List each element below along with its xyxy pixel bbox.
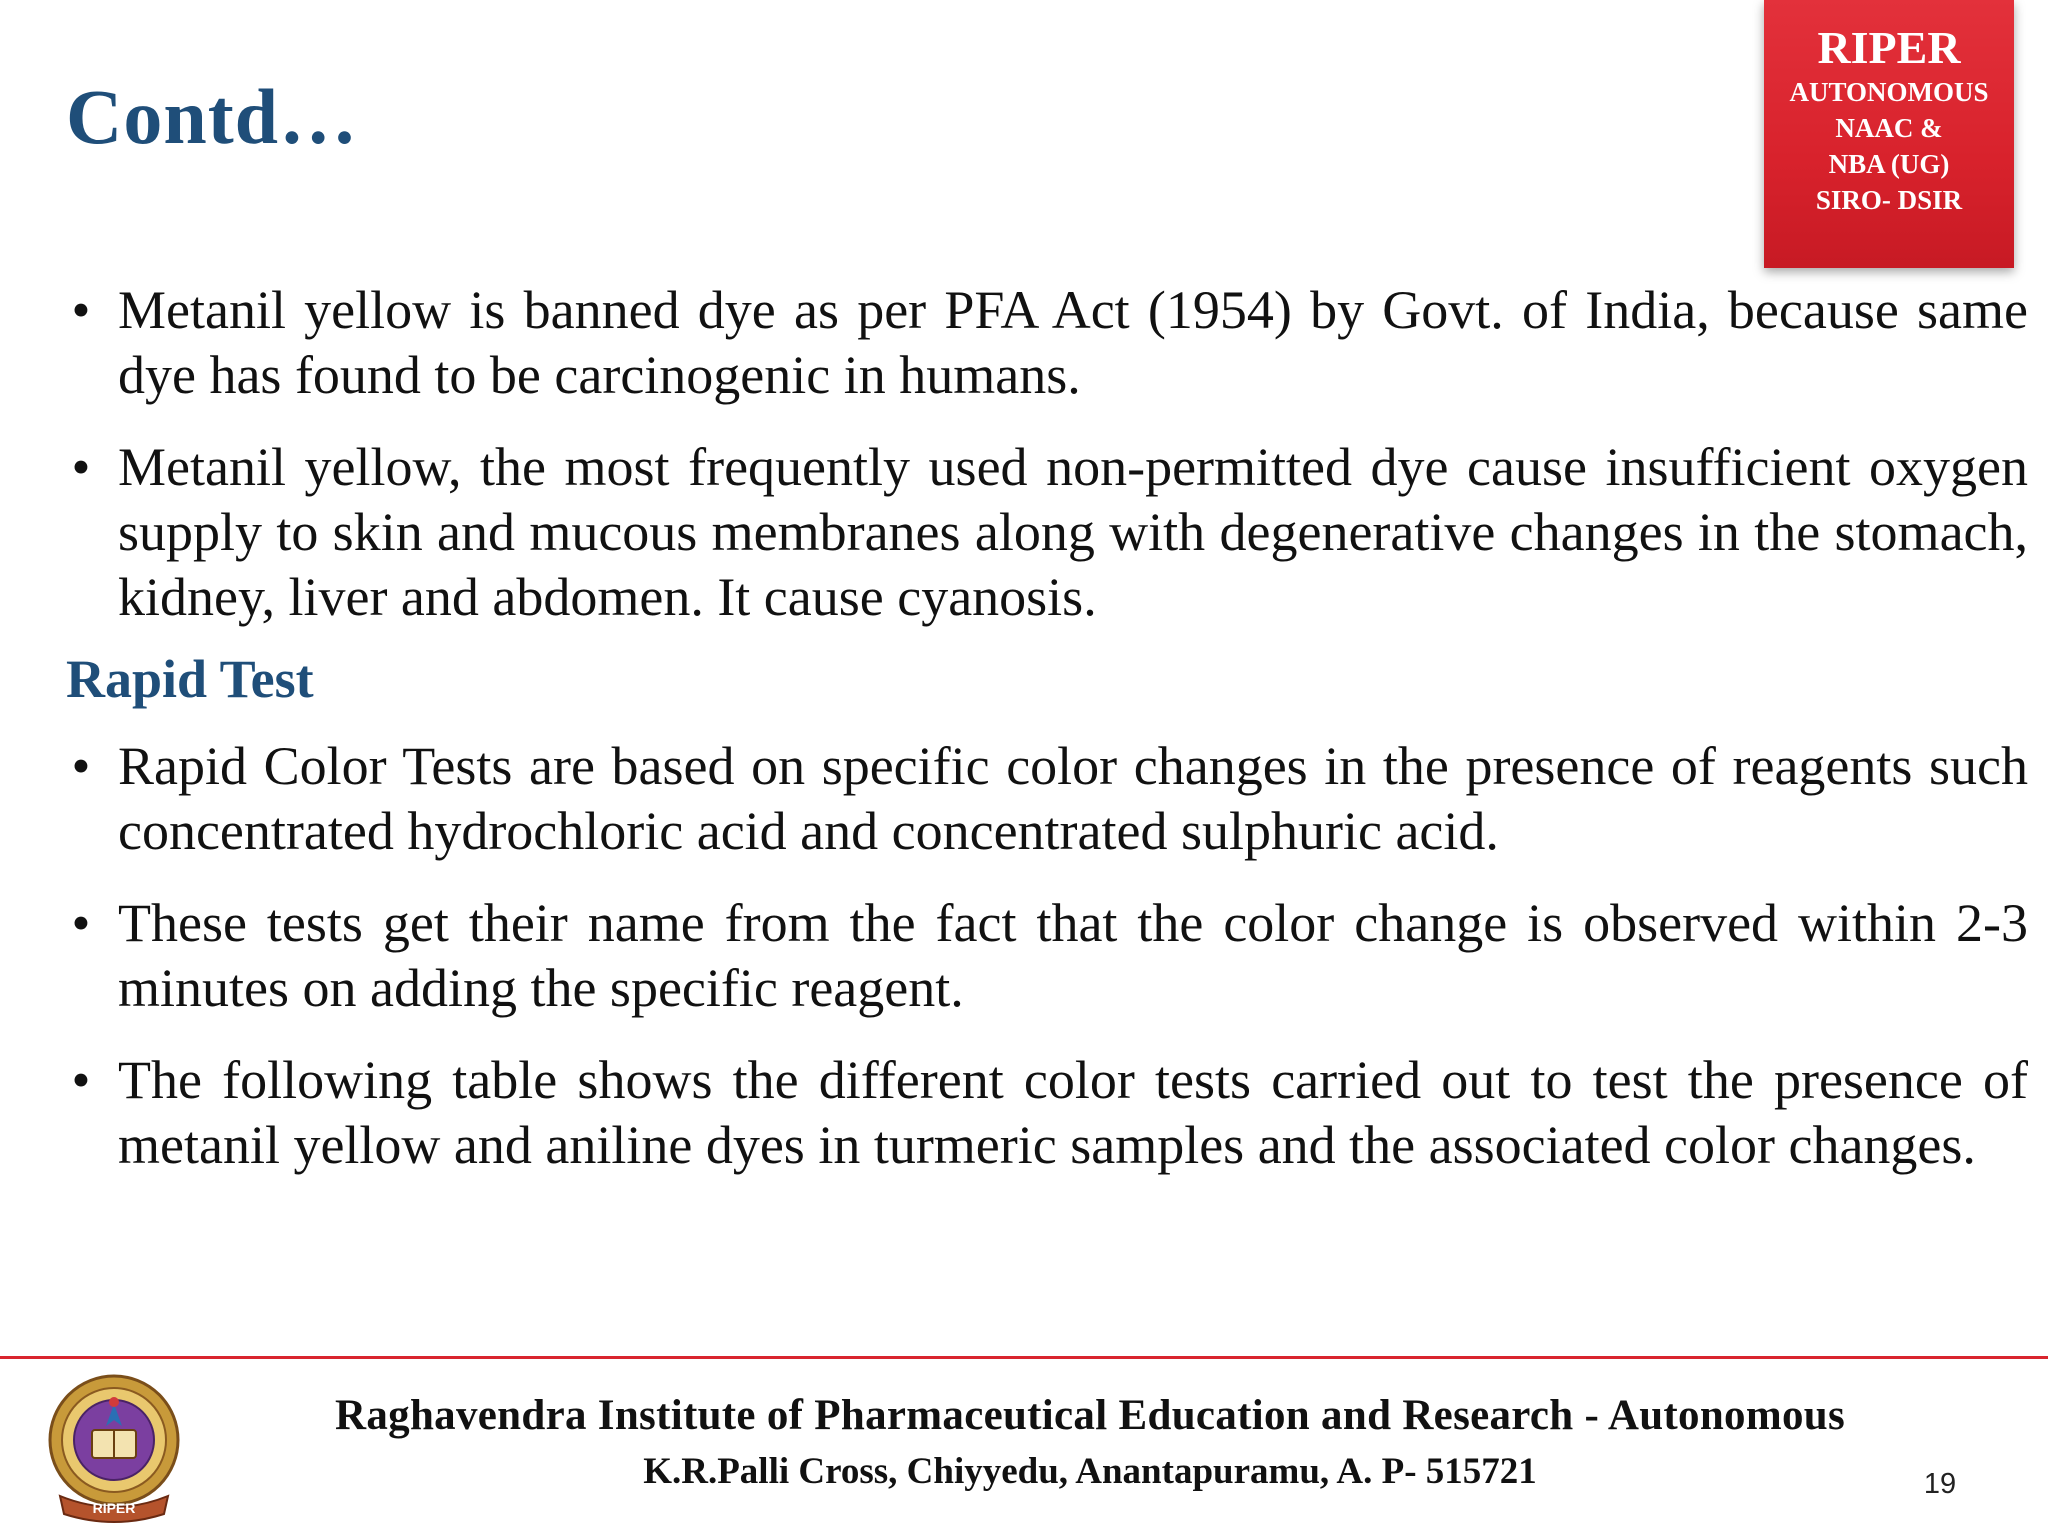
bullet-dot-icon: • [71,1050,91,1110]
accreditation-badge [1764,0,2014,268]
bullet-dot-icon: • [71,736,91,796]
section-heading: Rapid Test [66,649,314,709]
bullet-text: Rapid Color Tests are based on specific color changes in the presence of reagents such concentrated hydrochloric acid and concentrated sulphuric acid. [118,736,2028,861]
bullet-item [66,435,2028,630]
bullet-text: The following table shows the different color tests carried out to test the presence of metanil yellow and aniline dyes in turmeric samples and the associated color changes. [118,1050,2028,1175]
institute-name: Raghavendra Institute of Pharmaceutical Education and Research - Autonomous [334,1392,1846,1439]
slide-content [66,278,2028,1205]
bullet-dot-icon: • [71,280,91,340]
bullet-dot-icon: • [71,437,91,497]
badge-line-riper: RIPER [1817,22,1961,73]
bullet-text: Metanil yellow is banned dye as per PFA Act (1954) by Govt. of India, because same dye has found to be carcinogenic in humans. [118,280,2028,405]
institute-address: K.R.Palli Cross, Chiyyedu, Anantapuramu, A. P- 515721 [643,1451,1537,1492]
badge-line-nba: NBA (UG) [1828,149,1950,179]
footer-divider [0,1356,2048,1359]
bullet-dot-icon: • [71,893,91,953]
bullet-text: These tests get their name from the fact that the color change is observed within 2-3 minutes on adding the specific reagent. [118,893,2028,1018]
page-number: 19 [1923,1468,1957,1500]
badge-line-naac: NAAC & [1835,113,1943,143]
bullet-text: Metanil yellow, the most frequently used non-permitted dye cause insufficient oxygen supply to skin and mucous membranes along with degenerative changes in the stomach, kidney, liver and abdomen. It cause cyanosis. [118,437,2028,627]
bullet-item [66,734,2028,864]
slide-title: Contd… [66,73,359,160]
institute-seal-icon [40,1368,188,1526]
seal-text: RIPER [92,1500,136,1516]
bullet-item [66,891,2028,1021]
bullet-item [66,1048,2028,1178]
bullet-item [66,278,2028,408]
badge-line-siro: SIRO- DSIR [1815,185,1963,215]
badge-line-autonomous: AUTONOMOUS [1789,77,1989,107]
